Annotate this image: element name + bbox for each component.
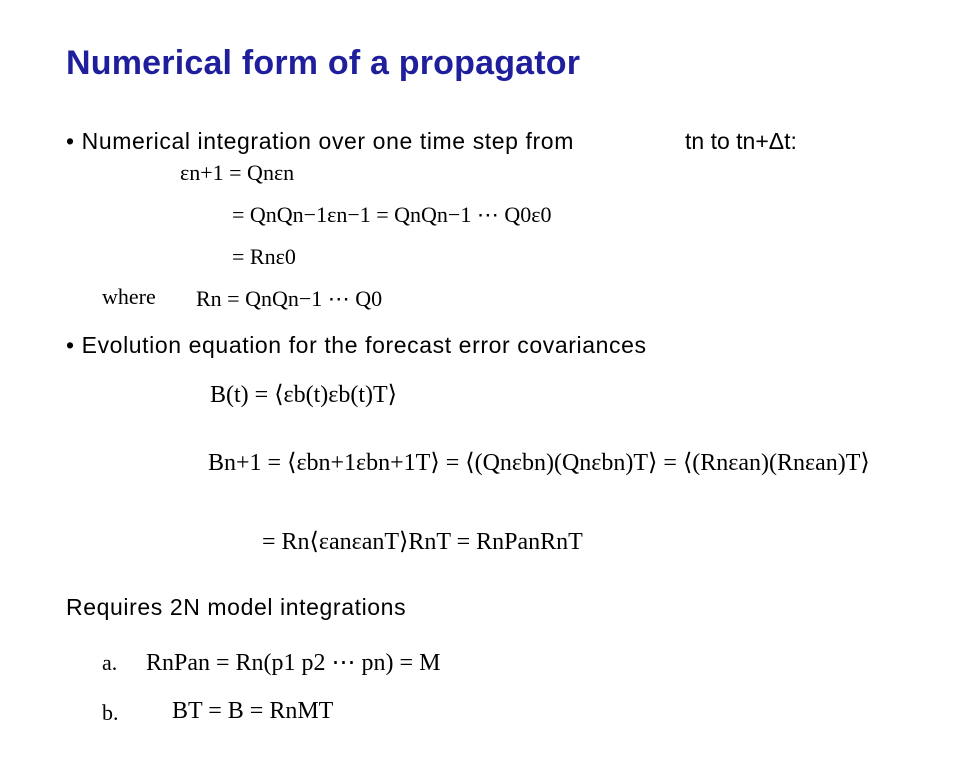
equation-rn-eps0: = Rnε0 xyxy=(232,244,296,269)
equation-b-result: = Rn⟨εanεanT⟩RnT = RnPanRnT xyxy=(262,529,583,555)
slide-title: Numerical form of a propagator xyxy=(66,44,581,82)
equation-b-n1: Bn+1 = ⟨εbn+1εbn+1T⟩ = ⟨(Qnεbn)(Qnεbn)T⟩ = ⟨(Rnεan)(Rnεan)T⟩ xyxy=(208,450,870,476)
equation-b-t: B(t) = ⟨εb(t)εb(t)T⟩ xyxy=(210,382,398,408)
time-step-range: tn to tn+Δt: xyxy=(685,128,797,154)
equation-eps-n1: εn+1 = Qnεn xyxy=(180,160,295,185)
equation-expanded: = QnQn−1εn−1 = QnQn−1 ⋯ Q0ε0 xyxy=(232,202,552,227)
equation-b: BT = B = RnMT xyxy=(172,698,334,724)
requires-text: Requires 2N model integrations xyxy=(66,594,407,620)
label-b: b. xyxy=(102,700,119,725)
where-label: where xyxy=(102,284,156,309)
equation-a: RnPan = Rn(p1 p2 ⋯ pn) = M xyxy=(146,650,441,676)
bullet-evolution-equation: • Evolution equation for the forecast error covariances xyxy=(66,332,647,358)
equation-rn-definition: Rn = QnQn−1 ⋯ Q0 xyxy=(196,286,383,311)
label-a: a. xyxy=(102,650,118,675)
bullet-numerical-integration: • Numerical integration over one time step from xyxy=(66,128,574,154)
